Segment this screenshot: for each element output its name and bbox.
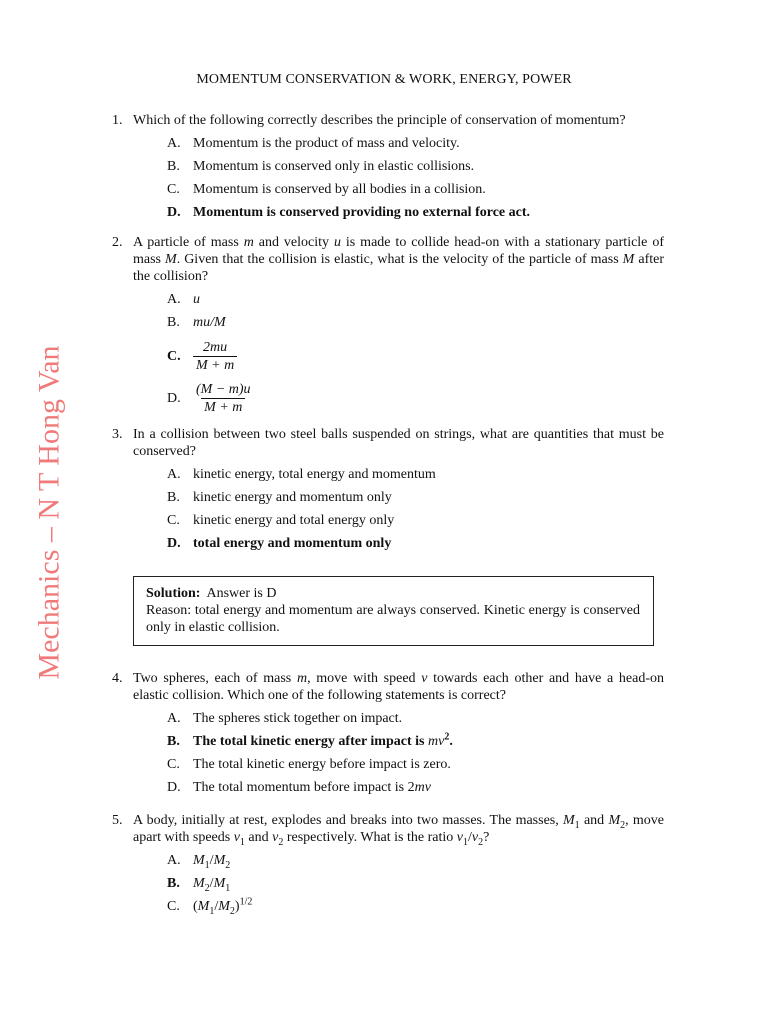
page-title: MOMENTUM CONSERVATION & WORK, ENERGY, POWER [196,72,572,87]
solution-reason: Reason: total energy and momentum are always conserved. Kinetic energy is conserved only in elastic collision. [146,603,640,635]
option-b: B. mu/M [167,315,226,330]
option-b: B. Momentum is conserved only in elastic collisions. [167,159,475,174]
option-c-correct: C. $\frac{2mu}{M + m}$ [167,337,664,375]
watermark [27,336,71,688]
option-a: A. u [167,292,200,307]
question-text: A body, initially at rest, explodes and breaks into two masses. The masses, $M_1$ and $M_2$, move apart with speeds $v_1$ and $v_2$ respectively. What is the ratio $v_1/v_2$? [133,813,664,848]
fraction: $\frac{(M - m)u}{M + m}$ [196,381,251,415]
options-list [167,135,664,221]
question-number: 4. [112,671,123,686]
question-text: A particle of mass m and velocity u is made to collide head-on with a stationary particle of mass M. Given that the collision is elastic, what is the velocity of the particle of mass M after the collision? [133,235,664,284]
question-text: In a collision between two steel balls suspended on strings, what are quantities that must be conserved? [133,427,664,459]
option-b-correct: B. $M_2/M_1$ [167,876,231,894]
question-1 [112,112,664,227]
option-c: C. kinetic energy and total energy only [167,513,395,528]
option-b: B. kinetic energy and momentum only [167,490,392,505]
question-number: 1. [112,113,123,128]
question-text: Which of the following correctly describes the principle of conservation of momentum? [133,113,626,128]
watermark-text: Mechanics – N T Hong Van [32,344,66,680]
solution-heading: Solution: Answer is D [146,586,277,601]
options-list [167,291,664,417]
question-text: Two spheres, each of mass m, move with speed v towards each other and have a head-on elastic collision. Which one of the following statements is correct? [133,671,664,703]
option-c: C. The total kinetic energy before impact is zero. [167,757,451,772]
question-3 [112,426,664,558]
option-c: C. $(M_1/M_2)^{1/2}$ [167,896,253,917]
options-list [167,466,664,552]
option-b-correct: B. The total kinetic energy after impact is $mv^2$. [167,731,453,749]
question-number: 5. [112,813,123,828]
option-a: A. kinetic energy, total energy and momentum [167,467,436,482]
options-list [167,710,664,796]
question-5 [112,812,664,921]
solution-box [133,576,654,646]
option-d: D. The total momentum before impact is 2mv [167,780,431,795]
question-4 [112,670,664,802]
option-d-correct: D. total energy and momentum only [167,536,392,551]
option-a: A. The spheres stick together on impact. [167,711,403,726]
option-d-correct: D. Momentum is conserved providing no external force act. [167,205,530,220]
option-c: C. Momentum is conserved by all bodies in a collision. [167,182,486,197]
question-number: 2. [112,235,123,250]
fraction: $\frac{2mu}{M + m}$ [193,339,237,374]
question-number: 3. [112,427,123,442]
options-list [167,852,664,915]
option-a: A. $M_1/M_2$ [167,853,231,871]
question-2 [112,234,664,421]
option-a: A. Momentum is the product of mass and velocity. [167,136,460,151]
option-d: D. $\frac{(M - m)u}{M + m}$ [167,379,664,417]
